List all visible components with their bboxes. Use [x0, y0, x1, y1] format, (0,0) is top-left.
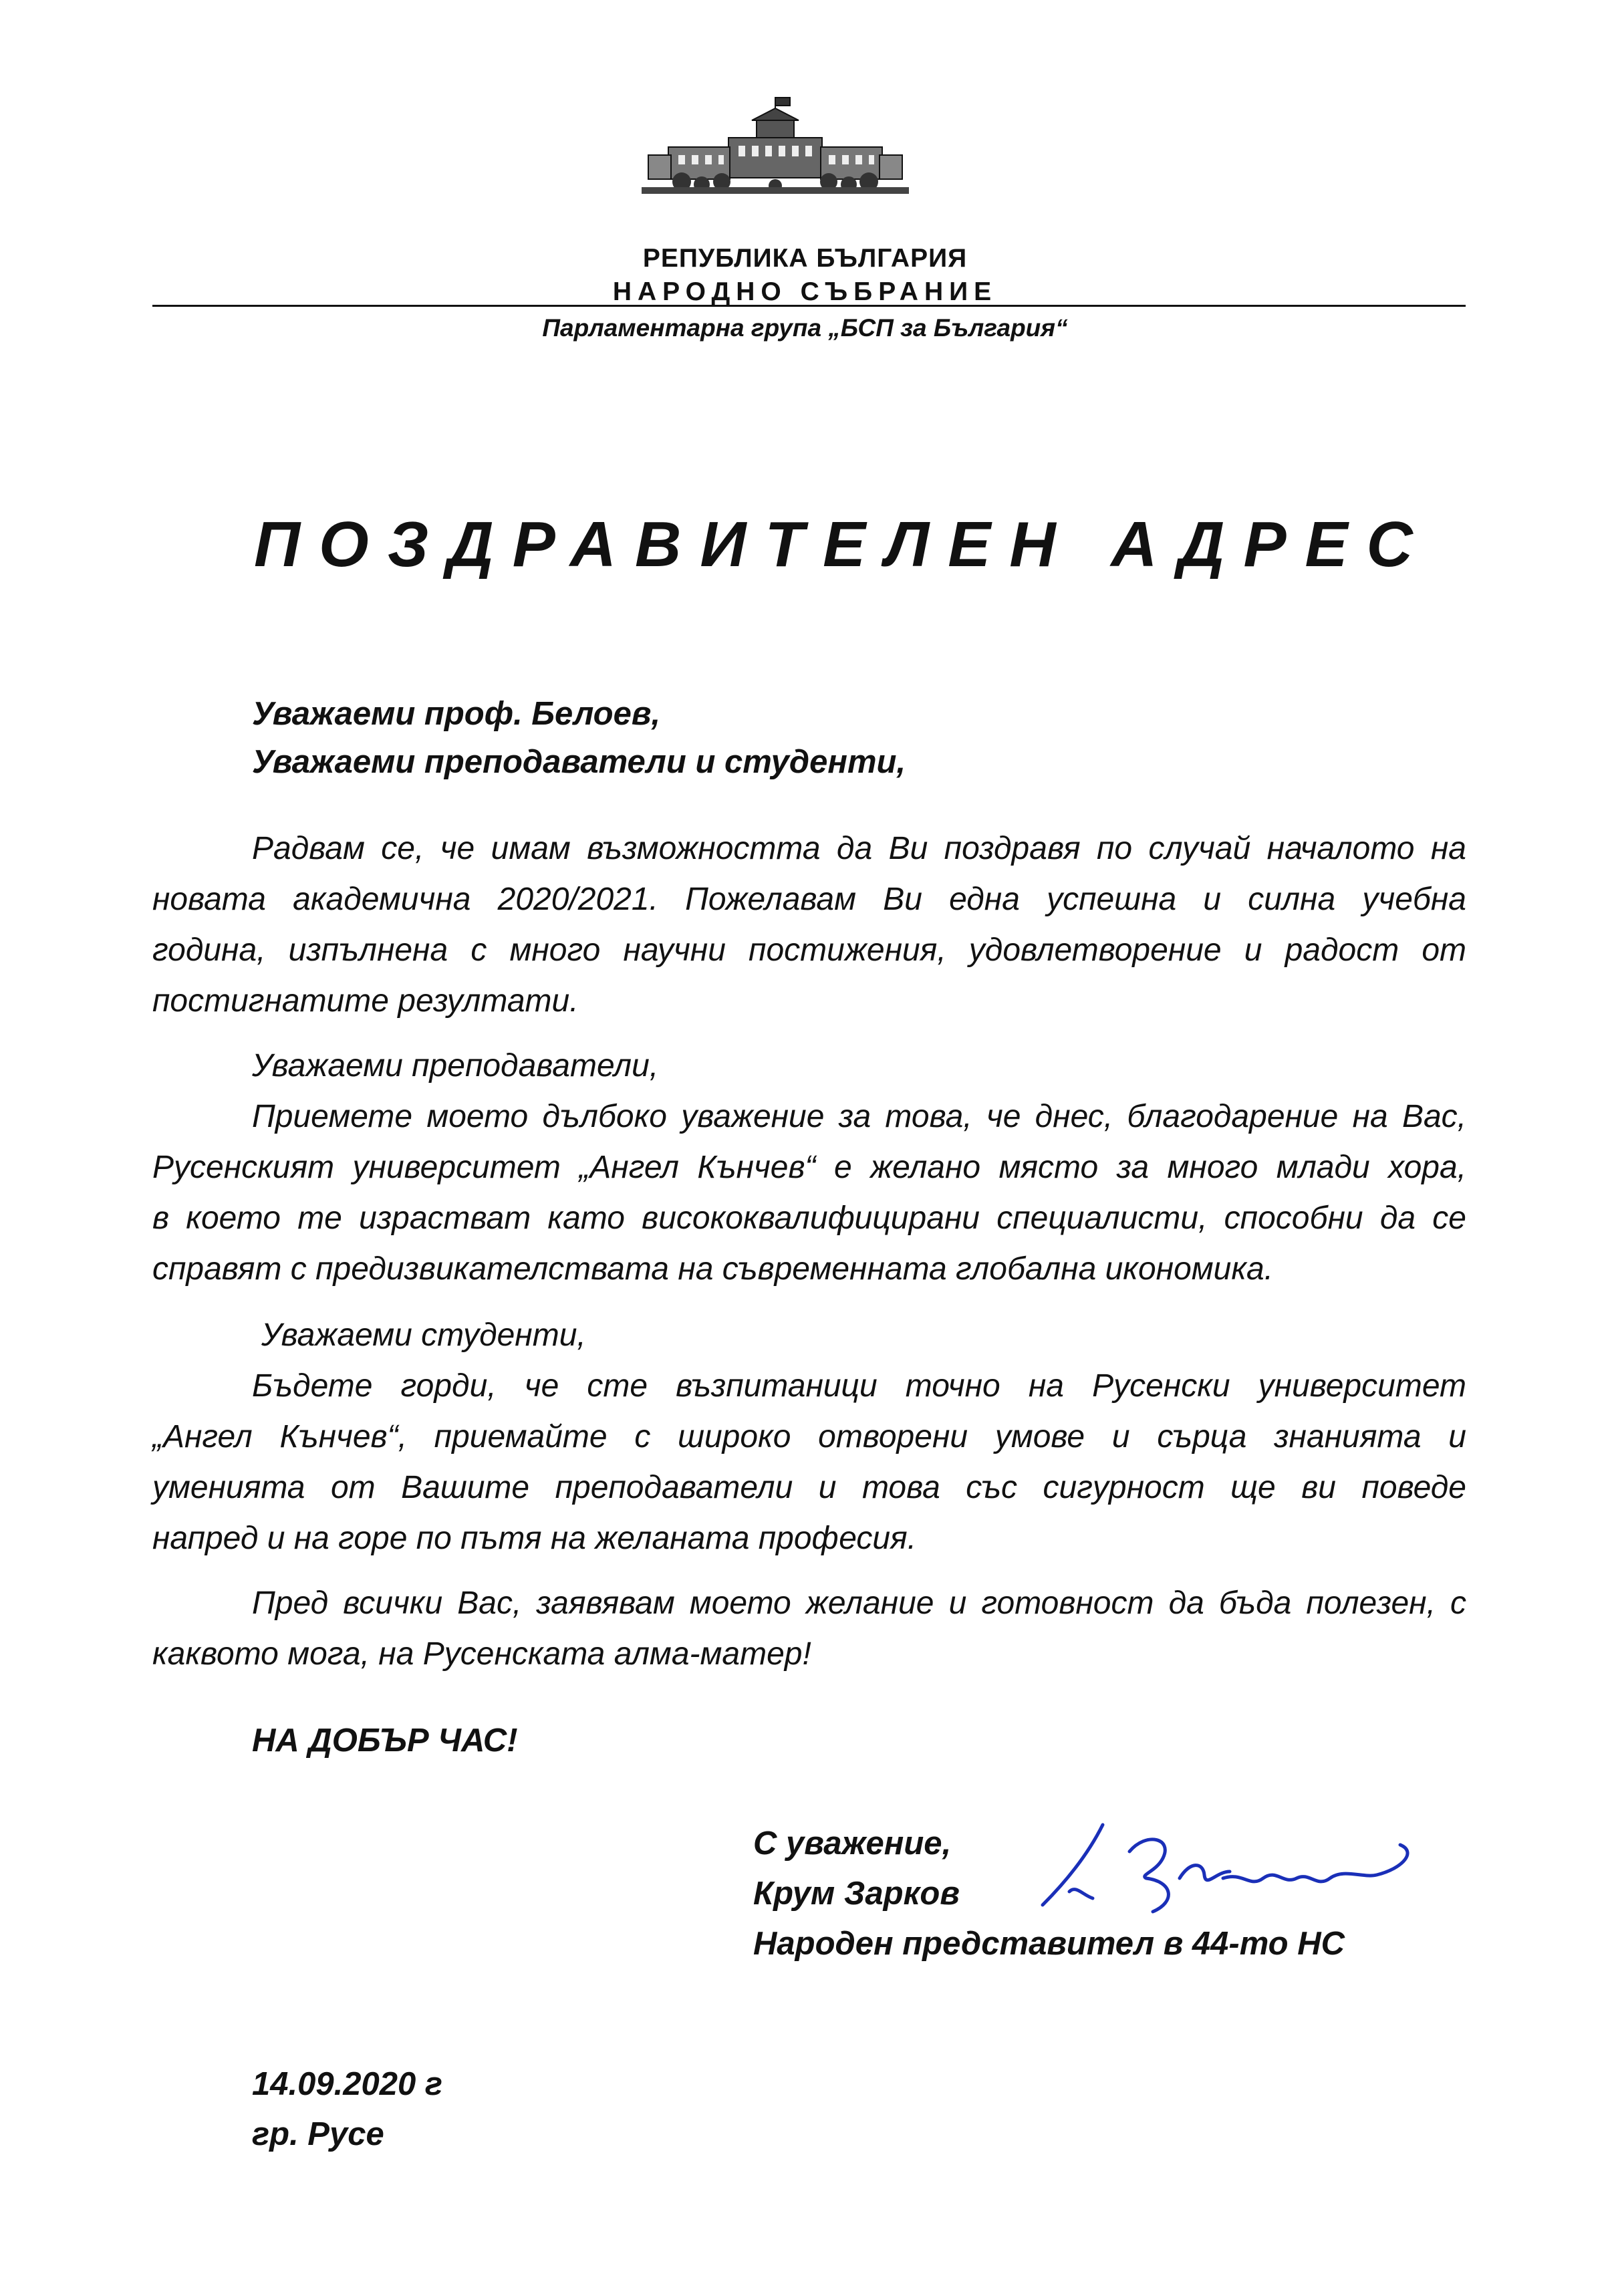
- document-title: ПОЗДРАВИТЕЛЕН АДРЕС: [254, 509, 1432, 580]
- signature-regards: С уважение,: [753, 1825, 952, 1862]
- paragraph-1-line: Радвам се, че имам възможността да Ви поздравя по случай началото на: [252, 831, 1466, 866]
- paragraph-1-line: година, изпълнена с много научни постижения, удовлетворение и радост от: [152, 932, 1466, 968]
- closing-wish: НА ДОБЪР ЧАС!: [252, 1723, 518, 1759]
- signature-name: Крум Зарков: [753, 1876, 960, 1912]
- document-date: 14.09.2020 г: [252, 2066, 443, 2102]
- greeting-professor: Уважаеми проф. Белоев,: [252, 696, 661, 732]
- paragraph-1-line: постигнатите резултати.: [152, 983, 579, 1019]
- paragraph-3-line: Бъдете горди, че сте възпитаници точно на Русенски университет: [252, 1368, 1466, 1404]
- header-country: РЕПУБЛИКА БЪЛГАРИЯ: [642, 244, 968, 273]
- parliament-building-logo: [642, 94, 909, 207]
- paragraph-4-line: каквото мога, на Русенската алма-матер!: [152, 1636, 811, 1672]
- paragraph-3-line: напред и на горе по пътя на желаната професия.: [152, 1521, 917, 1556]
- paragraph-4-line: Пред всички Вас, заявявам моето желание и готовност да бъда полезен, с: [252, 1585, 1466, 1621]
- paragraph-2-line: Русенският университет „Ангел Кънчев“ е желано място за много млади хора,: [152, 1150, 1466, 1185]
- header-parliamentary-group: Парламентарна група „БСП за България“: [542, 314, 1068, 342]
- teachers-salutation: Уважаеми преподаватели,: [252, 1048, 659, 1083]
- greeting-teachers-students: Уважаеми преподаватели и студенти,: [252, 744, 906, 780]
- header-institution: НАРОДНО СЪБРАНИЕ: [612, 277, 998, 306]
- paragraph-2-line: справят с предизвикателствата на съвременната глобална икономика.: [152, 1251, 1274, 1287]
- handwritten-signature: [1029, 1778, 1437, 1952]
- paragraph-3-line: уменията от Вашите преподаватели и това със сигурност ще ви поведе: [152, 1470, 1466, 1505]
- signature-position: Народен представител в 44-то НС: [753, 1926, 1345, 1962]
- paragraph-1-line: новата академична 2020/2021. Пожелавам Ви една успешна и силна учебна: [152, 882, 1466, 917]
- paragraph-2-line: Приемете моето дълбоко уважение за това, че днес, благодарение на Вас,: [252, 1099, 1466, 1134]
- students-salutation: Уважаеми студенти,: [261, 1317, 586, 1353]
- header-divider: [152, 305, 1466, 307]
- paragraph-3-line: „Ангел Кънчев“, приемайте с широко отворени умове и сърца знанията и: [152, 1419, 1466, 1454]
- paragraph-2-line: в което те израстват като висококвалифицирани специалисти, способни да се: [152, 1200, 1466, 1236]
- document-place: гр. Русе: [252, 2116, 384, 2152]
